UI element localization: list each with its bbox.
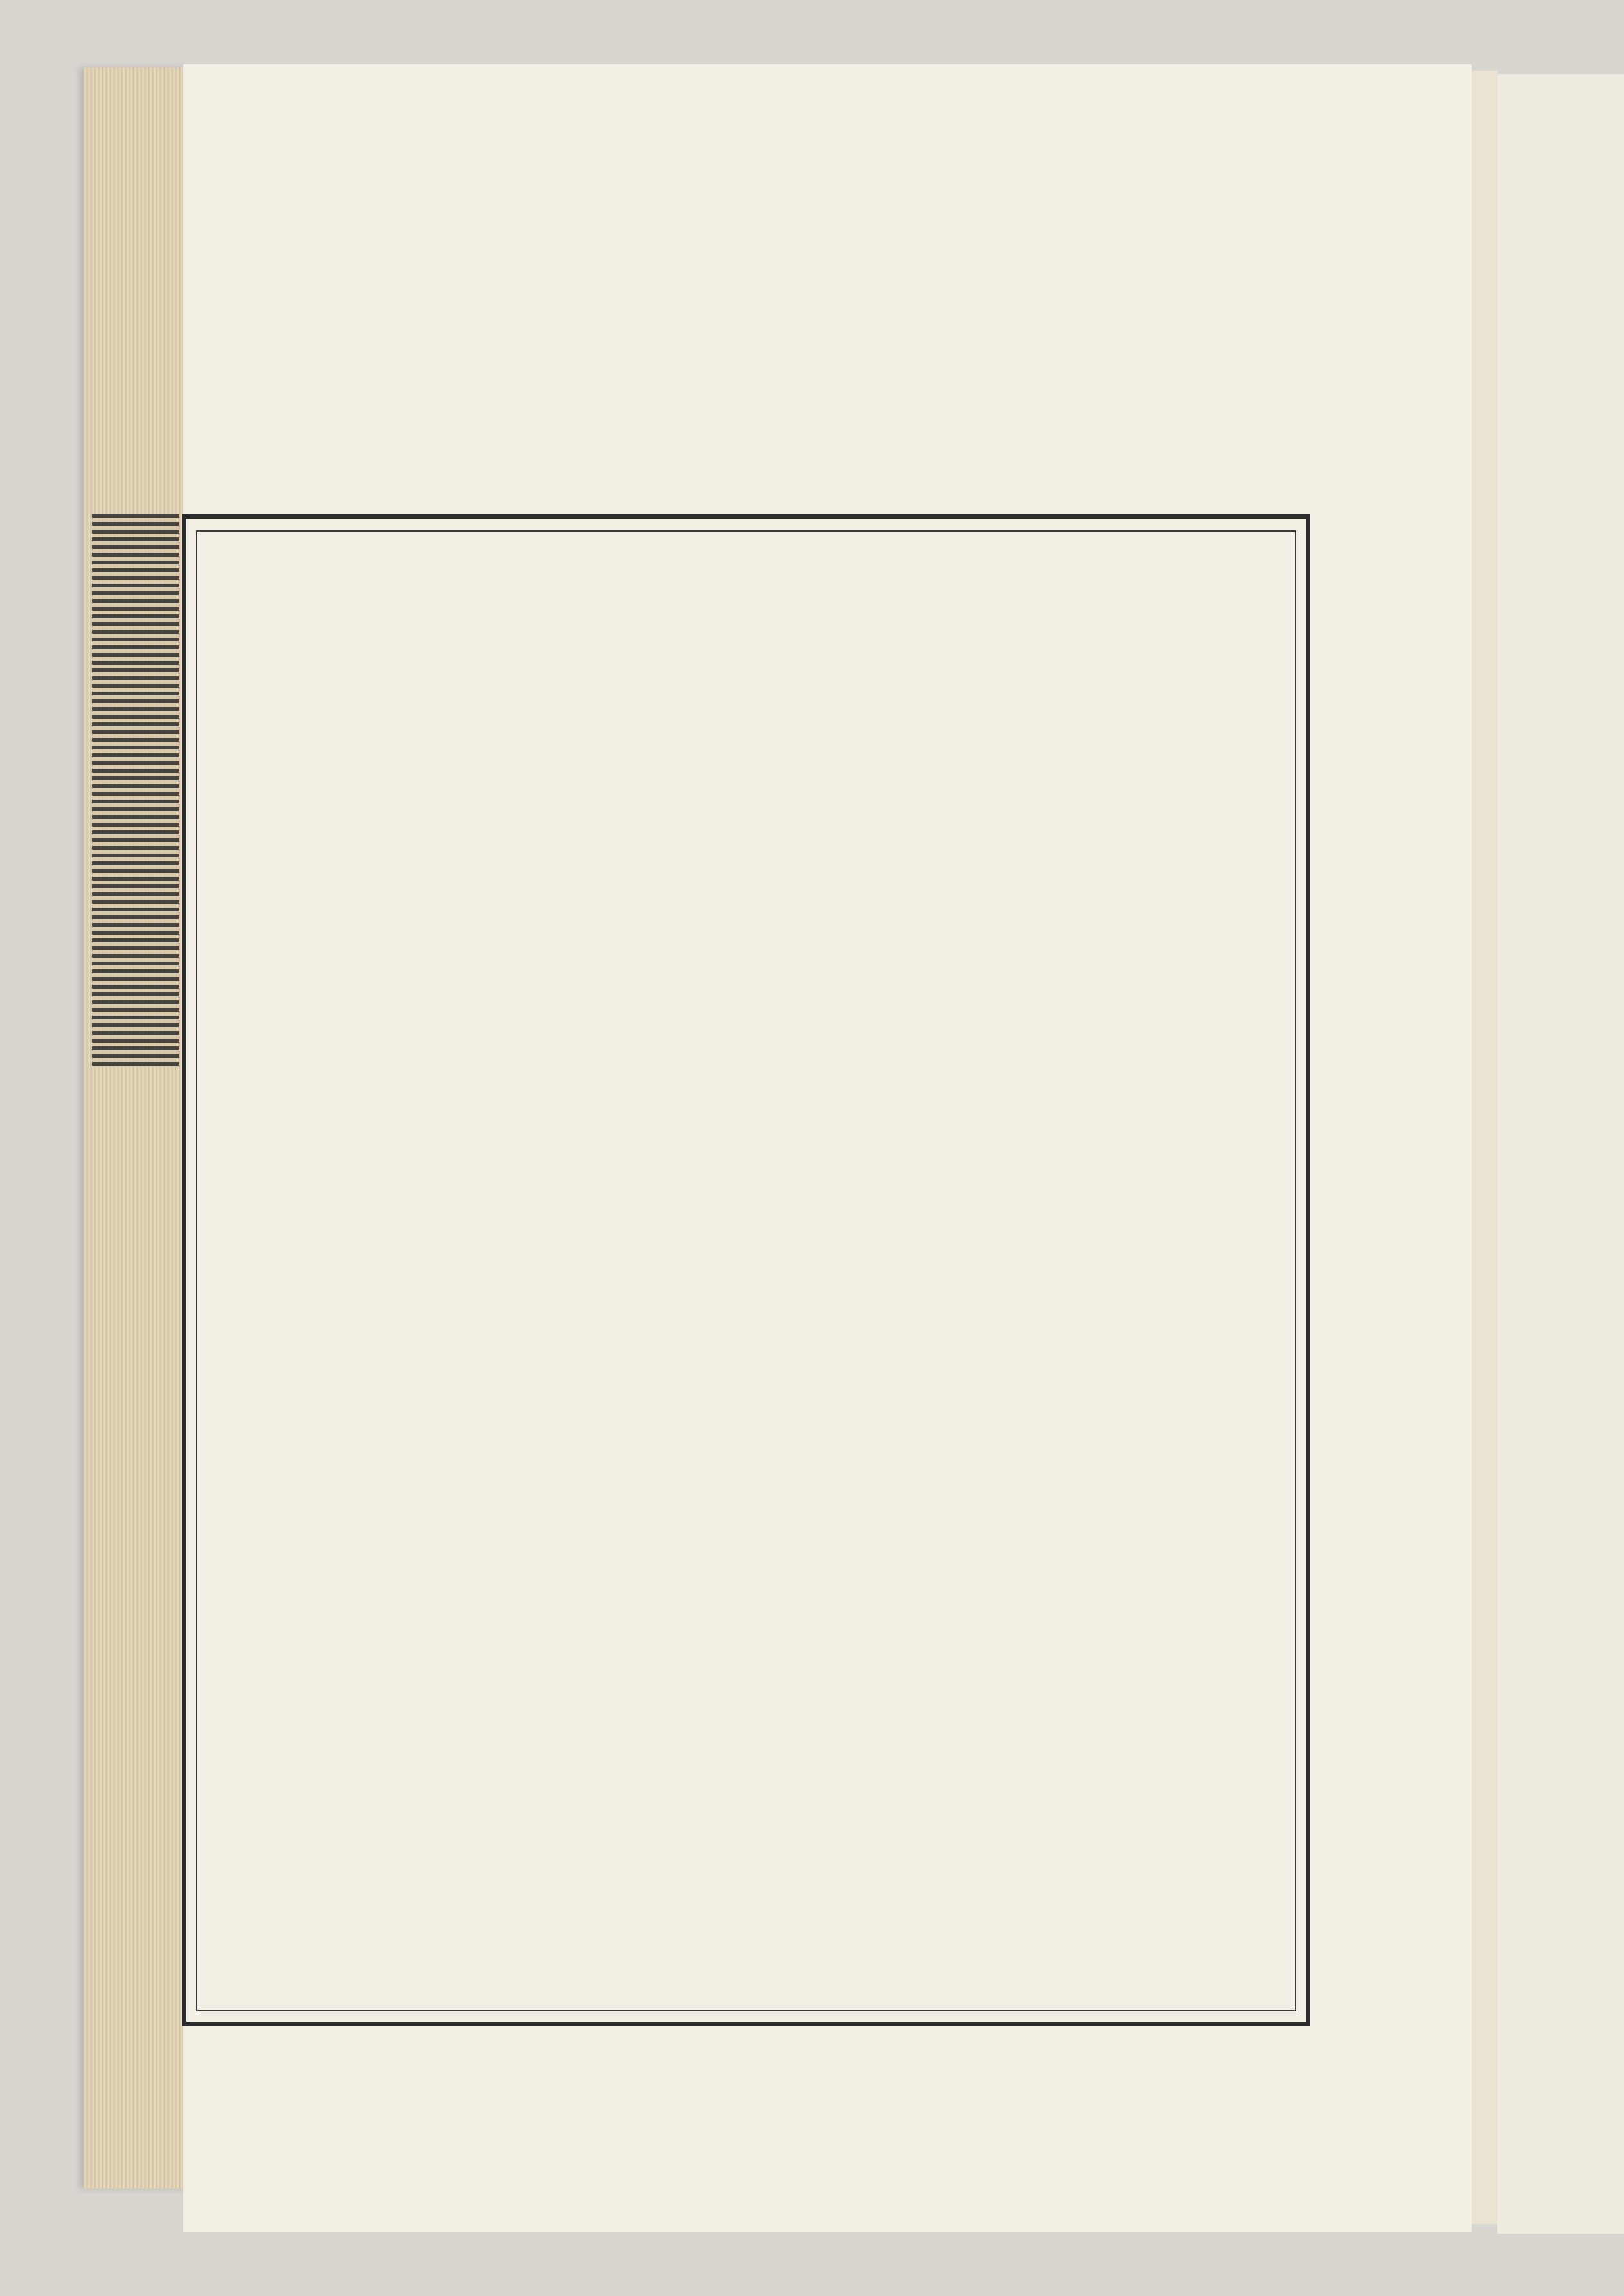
- text-frame-inner: [196, 530, 1296, 2011]
- page-edges: [84, 67, 186, 2189]
- next-page: [1497, 74, 1624, 2234]
- page-gutter: [1472, 71, 1497, 2224]
- margin-title-block: [92, 514, 179, 1067]
